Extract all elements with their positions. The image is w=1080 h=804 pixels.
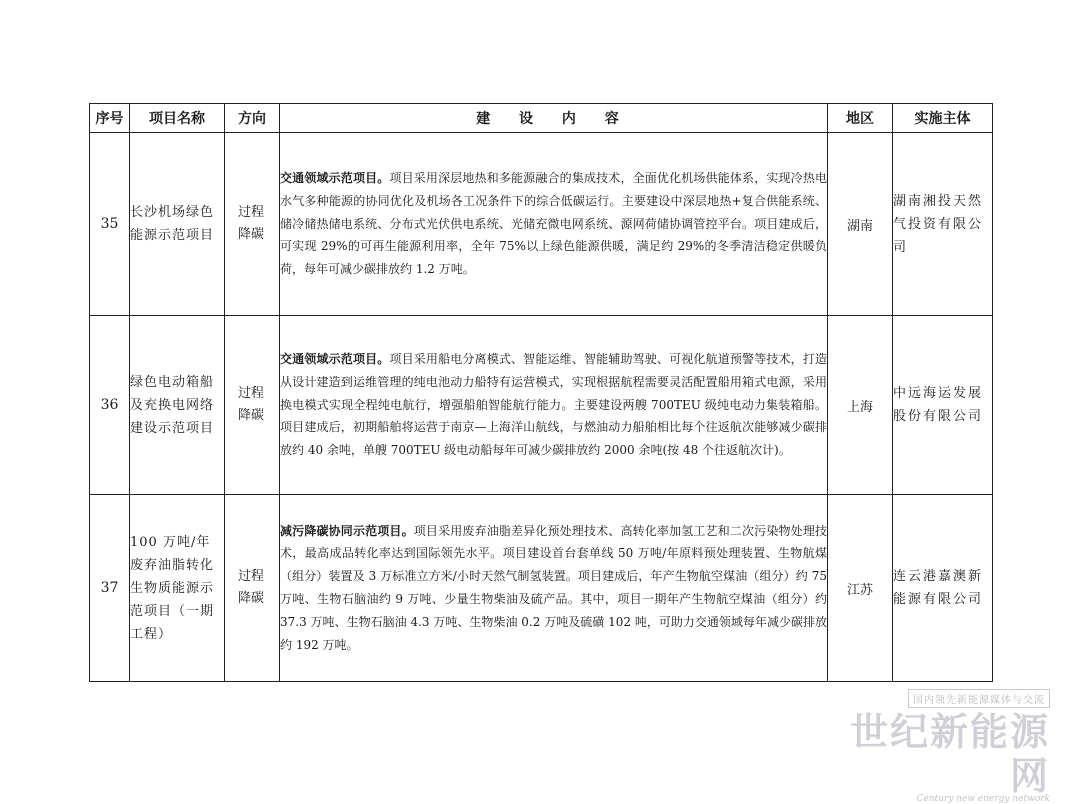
row-direction bbox=[225, 495, 280, 682]
row-direction-text: 过程降碳 bbox=[238, 386, 265, 423]
row-num: 37 bbox=[90, 495, 130, 682]
watermark-logo bbox=[840, 688, 1050, 804]
header-region: 地区 bbox=[828, 104, 893, 133]
row-direction bbox=[225, 133, 280, 316]
row-num: 35 bbox=[90, 133, 130, 316]
row-direction-text: 过程降碳 bbox=[238, 205, 265, 242]
row-content-lead: 交通领域示范项目。 bbox=[280, 352, 390, 366]
row-region: 上海 bbox=[828, 316, 893, 495]
watermark-english: Century new energy network bbox=[916, 794, 1050, 804]
header-num: 序号 bbox=[90, 104, 130, 133]
header-name: 项目名称 bbox=[130, 104, 225, 133]
row-org: 中远海运发展股份有限公司 bbox=[893, 316, 993, 495]
header-org: 实施主体 bbox=[893, 104, 993, 133]
table-row bbox=[90, 316, 993, 495]
row-org: 湖南湘投天然气投资有限公司 bbox=[893, 133, 993, 316]
table-header-row bbox=[90, 104, 993, 133]
row-direction bbox=[225, 316, 280, 495]
watermark-brand: 世纪新能源网 bbox=[849, 710, 1050, 798]
row-content bbox=[280, 316, 828, 495]
watermark-tagline: 国内领先新能源媒体与交流 bbox=[908, 689, 1050, 708]
row-content-lead: 交通领域示范项目。 bbox=[280, 171, 390, 185]
row-content-body: 项目采用废弃油脂差异化预处理技术、高转化率加氢工艺和二次污染物处理技术，最高成品转化率达到国际领先水平。项目建设首台套单线 50 万吨/年原料预处理装置、生物航煤（组分）装置及 3 万标准立方米/小时天然气制氢装置。项目建成后，年产生物航空煤油（组分）约 75 万吨、生物石脑油约 9 万吨、少量生物柴油及硫产品。其中，项目一期年产生物航空煤油（组分）约 37.3 万吨、生物石脑油 4.3 万吨、生物柴油 0.2 万吨及硫磺 102 吨，可助力交通领域每年减少碳排放约 192 万吨。 bbox=[280, 523, 827, 652]
row-direction-text: 过程降碳 bbox=[238, 569, 265, 606]
row-content bbox=[280, 133, 828, 316]
table-row bbox=[90, 133, 993, 316]
row-project-name: 绿色电动箱船及充换电网络建设示范项目 bbox=[130, 316, 225, 495]
row-num: 36 bbox=[90, 316, 130, 495]
row-project-name: 长沙机场绿色能源示范项目 bbox=[130, 133, 225, 316]
row-content-body: 项目采用船电分离模式、智能运维、智能辅助驾驶、可视化航道预警等技术，打造从设计建造到运维管理的纯电池动力船特有运营模式，实现根据航程需要灵活配置船用箱式电源，采用换电模式实现全程纯电航行，增强船舶智能航行能力。主要建设两艘 700TEU 级纯电动力集装箱船。项目建成后，初期船舶将运营于南京—上海洋山航线，与燃油动力船舶相比每个往返航次能够减少碳排放约 40 余吨，单艘 700TEU 级电动船每年可减少碳排放约 2000 余吨(按 48 个往返航次计)。 bbox=[280, 352, 827, 458]
projects-table bbox=[89, 103, 993, 682]
row-content bbox=[280, 495, 828, 682]
row-content-body: 项目采用深层地热和多能源融合的集成技术，全面优化机场供能体系，实现冷热电水气多种能源的协同优化及机场各工况条件下的综合低碳运行。主要建设中深层地热+复合供能系统、储冷储热储电系统、分布式光伏供电系统、光储充微电网系统、源网荷储协调管控平台。项目建成后，可实现 29%的可再生能源利用率，全年 75%以上绿色能源供暖，满足约 29%的冬季清洁稳定供暖负荷，每年可减少碳排放约 1.2 万吨。 bbox=[280, 171, 827, 277]
row-project-name: 100 万吨/年废弃油脂转化生物质能源示范项目（一期工程） bbox=[130, 495, 225, 682]
table-row bbox=[90, 495, 993, 682]
row-region: 湖南 bbox=[828, 133, 893, 316]
header-content: 建 设 内 容 bbox=[280, 104, 828, 133]
row-org: 连云港嘉澳新能源有限公司 bbox=[893, 495, 993, 682]
row-content-lead: 减污降碳协同示范项目。 bbox=[280, 523, 414, 538]
row-region: 江苏 bbox=[828, 495, 893, 682]
header-direction: 方向 bbox=[225, 104, 280, 133]
